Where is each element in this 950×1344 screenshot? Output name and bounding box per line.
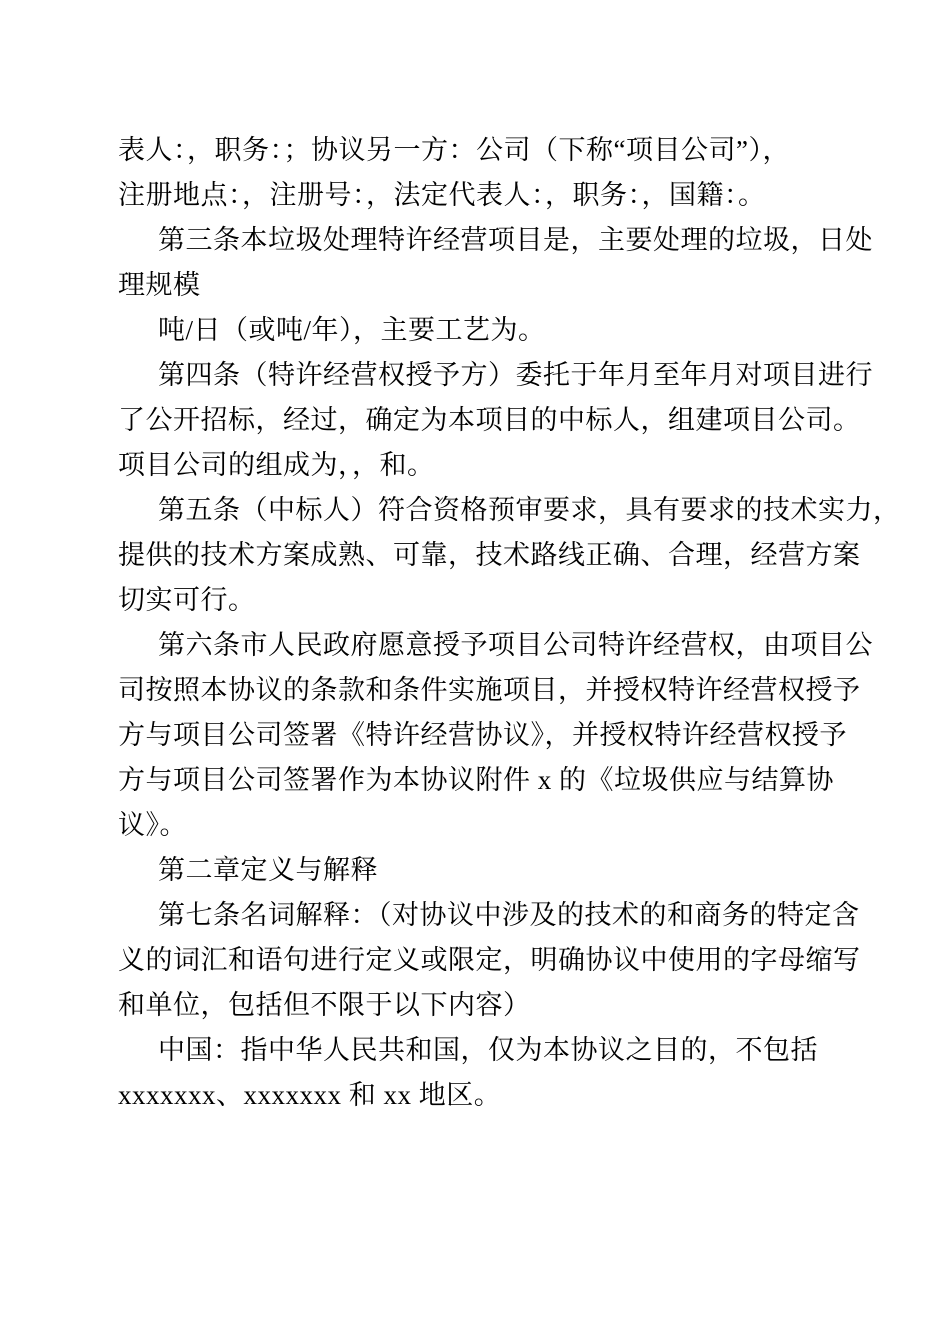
text-line: 理规模 — [118, 270, 201, 300]
text-line: 了公开招标，经过，确定为本项目的中标人，组建项目公司。 — [118, 405, 861, 435]
text-line: 项目公司的组成为，，和。 — [118, 450, 435, 480]
text-line: 方与项目公司签署《特许经营协议》，并授权特许经营权授予 — [118, 720, 847, 750]
document-text-block — [118, 128, 901, 1118]
text-line: 第二章定义与解释 — [158, 855, 378, 885]
text-line: 第三条本垃圾处理特许经营项目是，主要处理的垃圾，日处 — [158, 225, 873, 255]
text-line: 第七条名词解释：（对协议中涉及的技术的和商务的特定含 — [158, 900, 860, 930]
text-line: xxxxxxx、xxxxxxx 和 xx 地区。 — [118, 1080, 502, 1110]
text-line: 提供的技术方案成熟、可靠，技术路线正确、合理，经营方案 — [118, 540, 861, 570]
text-line: 吨/日（或吨/年），主要工艺为。 — [158, 315, 546, 345]
text-line: 第五条（中标人）符合资格预审要求，具有要求的技术实力， — [158, 495, 901, 525]
text-line: 注册地点：，注册号：，法定代表人：，职务：，国籍：。 — [118, 180, 766, 210]
text-line: 方与项目公司签署作为本协议附件 x 的《垃圾供应与结算协 — [118, 765, 834, 795]
text-line: 议》。 — [118, 810, 187, 840]
text-line: 义的词汇和语句进行定义或限定，明确协议中使用的字母缩写 — [118, 945, 861, 975]
text-line: 中国：指中华人民共和国，仅为本协议之目的，不包括 — [158, 1035, 818, 1065]
text-line: 第四条（特许经营权授予方）委托于年月至年月对项目进行 — [158, 360, 873, 390]
text-line: 表人：，职务：；协议另一方：公司（下称“项目公司”）， — [118, 135, 790, 165]
text-line: 司按照本协议的条款和条件实施项目，并授权特许经营权授予 — [118, 675, 861, 705]
text-line: 和单位，包括但不限于以下内容） — [118, 990, 531, 1020]
text-line: 第六条市人民政府愿意授予项目公司特许经营权，由项目公 — [158, 630, 873, 660]
text-line: 切实可行。 — [118, 585, 256, 615]
